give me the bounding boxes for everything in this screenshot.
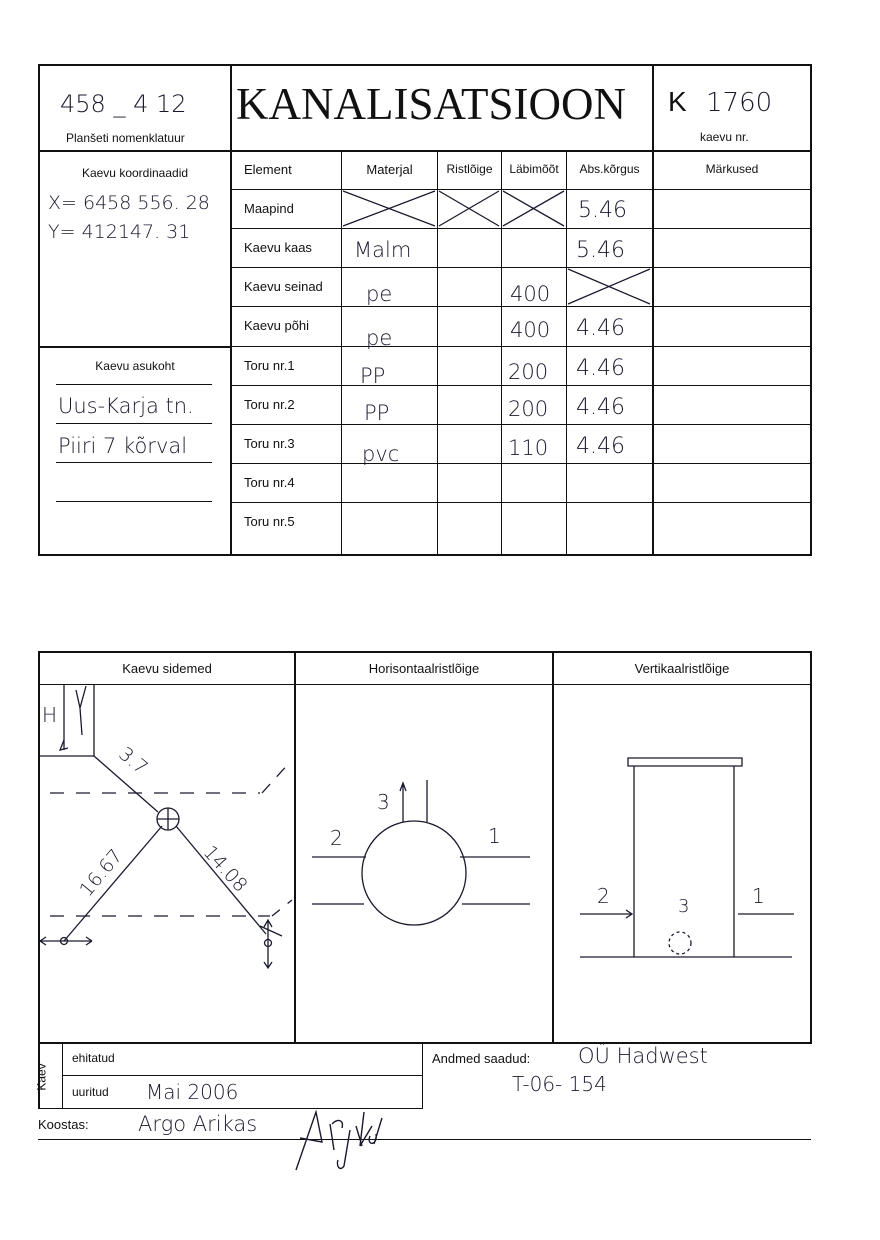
material-cell: pvc	[362, 442, 400, 466]
table-row: Kaevu seinad	[244, 279, 323, 294]
table-row: Maapind	[244, 201, 294, 216]
col-header-notes: Märkused	[705, 162, 759, 176]
pipe-label-1-vertical: 1	[752, 884, 765, 908]
col-header-cross: Ristlõige	[446, 162, 493, 176]
well-label: kaevu nr.	[700, 130, 749, 144]
height-cell: 5.46	[576, 238, 625, 263]
author-value: Argo Arikas	[138, 1112, 258, 1136]
sketch-title-horizontal: Horisontaalristlõige	[368, 661, 480, 676]
tie-label-h: H	[42, 703, 58, 727]
table-row: Kaevu kaas	[244, 240, 312, 255]
plan-label: Planšeti nomenklatuur	[66, 131, 185, 145]
data-code: T-06- 154	[512, 1072, 607, 1096]
material-cell: PP	[360, 364, 386, 388]
diameter-cell: 200	[508, 397, 549, 421]
plan-number: 458 _ 4 12	[60, 90, 187, 118]
author-label: Koostas:	[38, 1117, 89, 1132]
height-cell: 4.46	[576, 434, 625, 459]
table-row: Toru nr.3	[244, 436, 295, 451]
location-line-2: Piiri 7 kõrval	[58, 434, 188, 458]
table-row: Toru nr.1	[244, 358, 295, 373]
sketch-title-ties: Kaevu sidemed	[122, 661, 212, 676]
height-cell: 4.46	[576, 316, 625, 341]
pipe-label-3-vertical: 3	[678, 896, 690, 917]
pipe-label-2-horizontal: 2	[330, 826, 343, 850]
pipe-label-3-horizontal: 3	[377, 790, 390, 814]
data-company: OÜ Hadwest	[578, 1044, 708, 1068]
col-header-material: Materjal	[366, 162, 413, 177]
tie-label-b: 16.67	[75, 845, 128, 901]
well-prefix: K	[668, 86, 687, 117]
table-row: Toru nr.5	[244, 514, 295, 529]
material-cell: pe	[366, 282, 393, 306]
height-cell: 4.46	[576, 395, 625, 420]
tie-label-c: 14.08	[198, 841, 252, 897]
table-row: Toru nr.4	[244, 475, 295, 490]
surveyed-value: Mai 2006	[146, 1080, 239, 1104]
material-cell: PP	[364, 401, 390, 425]
diameter-cell: 400	[510, 318, 551, 342]
well-number: 1760	[706, 88, 773, 118]
page-title: KANALISATSIOON	[236, 79, 626, 129]
diameter-cell: 200	[508, 360, 549, 384]
coordinate-y: Y= 412147. 31	[48, 221, 191, 243]
tie-label-a: 3.7	[114, 742, 152, 780]
table-row: Toru nr.2	[244, 397, 295, 412]
height-cell: 5.46	[578, 198, 627, 223]
location-label: Kaevu asukoht	[95, 359, 175, 373]
diameter-cell: 400	[510, 282, 551, 306]
col-header-element: Element	[244, 162, 292, 177]
material-cell: Malm	[354, 238, 412, 262]
footer-side-label: Kaev	[34, 1063, 49, 1091]
height-cell: 4.46	[576, 356, 625, 381]
material-cell: pe	[366, 326, 393, 350]
col-header-height: Abs.kõrgus	[579, 162, 640, 176]
sketch-title-vertical: Vertikaalristlõige	[634, 661, 730, 676]
coordinates-label: Kaevu koordinaadid	[81, 166, 189, 180]
surveyed-label: uuritud	[72, 1085, 109, 1099]
location-line-1: Uus-Karja tn.	[58, 394, 194, 418]
data-label: Andmed saadud:	[432, 1051, 531, 1066]
coordinate-x: X= 6458 556. 28	[48, 192, 210, 214]
pipe-label-1-horizontal: 1	[488, 824, 501, 848]
pipe-label-2-vertical: 2	[597, 884, 610, 908]
table-row: Kaevu põhi	[244, 318, 310, 333]
diameter-cell: 110	[508, 436, 549, 460]
col-header-diameter: Läbimõõt	[509, 162, 559, 176]
built-label: ehitatud	[72, 1051, 115, 1065]
